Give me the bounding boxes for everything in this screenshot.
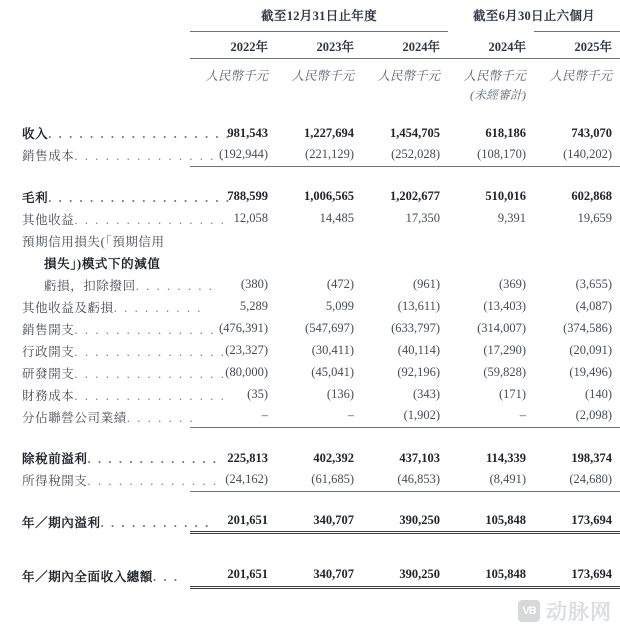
- row-label-admin-expenses: [0, 340, 226, 362]
- header-unit-row: [0, 59, 620, 85]
- header-unit-2024: 人民幣千元: [377, 69, 441, 83]
- cell-ogl-2022: 5,289: [239, 299, 268, 313]
- leader-dots: . . . . . . .: [126, 410, 195, 425]
- cell-ogl-2025h: (4,087): [575, 299, 613, 313]
- cell-tci-2025h: 173,694: [534, 565, 620, 587]
- row-label-profit-before-tax-text: 除稅前溢利: [22, 452, 88, 466]
- cell-pbt-2023: 402,392: [313, 450, 354, 465]
- header-group-annual: 截至12月31日止年度: [261, 9, 377, 23]
- row-label-other-gains-losses-text: 其他收益及虧損: [22, 300, 114, 315]
- row-label-selling-expenses-text: 銷售開支: [22, 322, 75, 337]
- header-corner: [0, 0, 190, 27]
- cell-profit-2025h: 173,694: [534, 511, 620, 533]
- cell-tax-2024: (46,853): [362, 469, 448, 491]
- cell-finance-2025h: (140): [584, 387, 613, 401]
- cell-pbt-2024h: 114,339: [486, 450, 527, 465]
- table-row: [0, 186, 620, 208]
- table-row: [0, 208, 620, 230]
- table-row: [0, 122, 620, 144]
- table-row: [0, 340, 620, 362]
- row-label-total-comprehensive-income-text: 年／期內全面收入總額: [22, 570, 154, 584]
- cell-other-income-2022: 12,058: [233, 211, 268, 225]
- table-row: [0, 144, 620, 166]
- header-unit-2024-interim: 人民幣千元: [463, 69, 527, 83]
- header-unaudited-blank-3: [362, 84, 448, 103]
- table-row: [0, 406, 620, 428]
- leader-dots: . . . . . . . . . . . . . . .: [74, 366, 226, 381]
- header-unaudited-blank-4: [534, 84, 620, 103]
- cell-ecl-2023: (472): [326, 277, 354, 291]
- header-year-spacer: [0, 32, 190, 59]
- row-label-income-tax-text: 所得稅開支: [22, 474, 88, 488]
- leader-dots: . . . . . . . . . . . . . . . . . .: [48, 127, 232, 141]
- cell-revenue-2023: 1,227,694: [304, 125, 354, 140]
- cell-blank: [190, 230, 276, 252]
- cell-ecl-2022: (380): [240, 277, 268, 291]
- spacer-before-pbt: [0, 428, 620, 441]
- cell-assoc-2024: (1,902): [362, 406, 448, 428]
- cell-ogl-2024: (13,611): [397, 299, 441, 313]
- header-unit-2022: 人民幣千元: [205, 69, 268, 83]
- watermark-text: 动脉网: [546, 601, 612, 624]
- cell-tci-2024h: 105,848: [448, 565, 534, 587]
- spacer-before-tci-3: [0, 558, 620, 565]
- header-unit-2025-interim: 人民幣千元: [549, 69, 613, 83]
- row-label-other-income: [0, 208, 226, 230]
- cell-selling-2023: (547,697): [305, 321, 354, 335]
- row-label-finance-costs-text: 財務成本: [22, 388, 75, 403]
- table-row: [0, 511, 620, 533]
- header-unaudited-note: (未經審計): [470, 88, 527, 102]
- table-row: [0, 274, 620, 296]
- leader-dots: . . . . . . . . . . . . . . . . . .: [48, 190, 232, 205]
- cell-revenue-2025h: 743,070: [571, 125, 613, 140]
- cell-rd-2025h: (19,496): [569, 365, 613, 379]
- cell-blank: [362, 252, 448, 274]
- row-label-ecl-impairment: [0, 274, 215, 296]
- row-label-profit-before-tax: [0, 447, 219, 469]
- cell-finance-2023: (136): [326, 387, 354, 401]
- row-label-profit-for-period: [0, 511, 211, 533]
- row-label-gross-profit: [0, 186, 232, 208]
- cell-rd-2022: (80,000): [225, 365, 268, 379]
- cell-gross-2024: 1,202,677: [390, 189, 441, 203]
- leader-dots: . . .: [153, 570, 180, 584]
- row-label-gross-profit-text: 毛利: [22, 190, 49, 205]
- table-row: [0, 296, 620, 318]
- cell-ogl-2024h: (13,403): [483, 299, 527, 313]
- cell-finance-2024h: (171): [498, 387, 527, 401]
- cell-revenue-2024h: 618,186: [485, 125, 527, 140]
- cell-other-income-2023: 14,485: [319, 211, 354, 225]
- spacer-after-cost: [0, 166, 620, 179]
- row-label-other-income-text: 其他收益: [22, 212, 75, 227]
- table-row: [0, 469, 620, 491]
- spacer-before-profit-2: [0, 504, 620, 511]
- cell-assoc-2025h: (2,098): [534, 406, 620, 428]
- row-label-revenue: [0, 122, 232, 144]
- watermark-logo-icon: VB: [518, 600, 540, 622]
- leader-dots: . . . . . . . .: [135, 278, 215, 293]
- row-label-rd-expenses-text: 研發開支: [22, 366, 75, 381]
- spacer-before-tci-2: [0, 546, 620, 558]
- row-label-finance-costs: [0, 384, 226, 406]
- spacer-before-profit: [0, 491, 620, 504]
- cell-cost-2023: (221,129): [276, 144, 362, 166]
- cell-profit-2024: 390,250: [362, 511, 448, 533]
- cell-ogl-2023: 5,099: [325, 299, 354, 313]
- table-row: [0, 565, 620, 587]
- table-row: [0, 230, 620, 252]
- cell-gross-2022: 788,599: [227, 189, 268, 203]
- row-label-selling-expenses: [0, 318, 226, 340]
- table-row: [0, 384, 620, 406]
- cell-blank: [276, 230, 362, 252]
- cell-profit-2022: 201,651: [190, 511, 276, 533]
- cell-rd-2024: (92,196): [397, 365, 441, 379]
- header-group-interim: 截至6月30日止六個月: [473, 9, 596, 23]
- leader-dots: . . . . . . . . . . . . . . .: [74, 322, 226, 337]
- cell-pbt-2025h: 198,374: [571, 450, 613, 465]
- header-year-row: [0, 32, 620, 59]
- cell-admin-2024: (40,114): [397, 343, 441, 357]
- cell-selling-2025h: (374,586): [563, 321, 613, 335]
- header-year-2025-interim: 2025年: [534, 32, 620, 59]
- header-year-2024-interim: 2024年: [448, 32, 534, 59]
- header-unaudited-blank-1: [190, 84, 276, 103]
- cell-pbt-2022: 225,813: [227, 450, 268, 465]
- header-year-2023: 2023年: [276, 32, 362, 59]
- row-label-ecl-line1: 預期信用損失(「預期信用: [22, 234, 165, 249]
- cell-ecl-2024h: (369): [498, 277, 527, 291]
- header-unaudited-spacer: [0, 84, 190, 103]
- leader-dots: . . . . . . . . . . . . .: [87, 452, 219, 466]
- table-row: [0, 447, 620, 469]
- cell-cost-2025h: (140,202): [534, 144, 620, 166]
- cell-other-income-2024: 17,350: [405, 211, 441, 225]
- cell-revenue-2024: 1,454,705: [390, 125, 441, 140]
- cell-tax-2022: (24,162): [190, 469, 276, 491]
- cell-finance-2024: (343): [412, 387, 441, 401]
- cell-profit-2024h: 105,848: [448, 511, 534, 533]
- leader-dots: . . . . . . . . . . .: [100, 515, 211, 530]
- row-label-profit-for-period-text: 年／期內溢利: [22, 515, 101, 530]
- cell-gross-2025h: 602,868: [571, 189, 613, 203]
- cell-other-income-2025h: 19,659: [577, 211, 613, 225]
- header-year-2022: 2022年: [190, 32, 276, 59]
- header-unaudited-row: [0, 84, 620, 103]
- leader-dots: . . . . . . . . . . . . . . .: [74, 388, 226, 403]
- cell-tci-2023: 340,707: [276, 565, 362, 587]
- cell-finance-2022: (35): [247, 387, 268, 401]
- cell-cost-2024h: (108,170): [448, 144, 534, 166]
- leader-dots: . . . . . . . . . . . . .: [87, 474, 219, 488]
- row-label-revenue-text: 收入: [22, 127, 49, 141]
- cell-admin-2024h: (17,290): [483, 343, 527, 357]
- cell-gross-2023: 1,006,565: [304, 189, 354, 203]
- cell-gross-2024h: 510,016: [485, 189, 527, 203]
- cell-tci-2022: 201,651: [190, 565, 276, 587]
- header-unaudited-blank-2: [276, 84, 362, 103]
- watermark: [518, 596, 612, 626]
- leader-dots: . . . . . . . . . . . . . . .: [74, 212, 226, 227]
- cell-blank: [534, 230, 620, 252]
- cell-tax-2024h: (8,491): [448, 469, 534, 491]
- cell-admin-2025h: (20,091): [569, 343, 613, 357]
- row-label-ecl-line2: [0, 252, 190, 274]
- cell-blank: [534, 252, 620, 274]
- cell-revenue-2022: 981,543: [227, 125, 268, 140]
- spacer-before-tci: [0, 533, 620, 547]
- cell-other-income-2024h: 9,391: [497, 211, 527, 225]
- cell-blank: [448, 230, 534, 252]
- row-label-ecl-impairment-text: 虧損，扣除撥回: [44, 278, 136, 293]
- cell-blank: [276, 252, 362, 274]
- table-row: [0, 318, 620, 340]
- row-label-admin-expenses-text: 行政開支: [22, 344, 75, 359]
- cell-rd-2024h: (59,828): [483, 365, 527, 379]
- row-label-total-comprehensive-income: [0, 565, 190, 587]
- leader-dots: . . . . . . . . . . . . . . .: [74, 149, 226, 163]
- cell-tax-2023: (61,685): [276, 469, 362, 491]
- table-row: [0, 362, 620, 384]
- cell-pbt-2024: 437,103: [399, 450, 441, 465]
- cell-cost-2024: (252,028): [362, 144, 448, 166]
- cell-ecl-2025h: (3,655): [575, 277, 613, 291]
- cell-admin-2023: (30,411): [311, 343, 354, 357]
- cell-blank: [190, 252, 276, 274]
- cell-rd-2023: (45,041): [311, 365, 354, 379]
- row-label-share-of-associates: [0, 406, 195, 428]
- cell-profit-2023: 340,707: [276, 511, 362, 533]
- cell-tax-2025h: (24,680): [534, 469, 620, 491]
- row-label-cost-of-sales: [0, 144, 226, 166]
- table-row: [0, 252, 620, 274]
- cell-tci-2024: 390,250: [362, 565, 448, 587]
- spacer-after-cost-2: [0, 179, 620, 186]
- row-label-cost-of-sales-text: 銷售成本: [22, 149, 75, 163]
- spacer-after-header-2: [0, 115, 620, 122]
- leader-dots: . . . . . . . . . . . . . . .: [74, 344, 226, 359]
- cell-assoc-2024h: –: [448, 406, 534, 428]
- cell-selling-2024h: (314,007): [477, 321, 527, 335]
- ecl-emph: 損失」)模式下的減值: [44, 256, 161, 271]
- header-group-row: [0, 0, 620, 27]
- cell-selling-2022: (476,391): [219, 321, 268, 335]
- spacer-before-pbt-2: [0, 440, 620, 447]
- row-label-income-tax: [0, 469, 219, 491]
- cell-admin-2022: (23,327): [225, 343, 268, 357]
- cell-assoc-2023: –: [276, 406, 362, 428]
- leader-dots: . . . . . . . . .: [113, 300, 203, 315]
- cell-assoc-2022: –: [190, 406, 276, 428]
- header-year-2024: 2024年: [362, 32, 448, 59]
- row-label-rd-expenses: [0, 362, 226, 384]
- cell-selling-2024: (633,797): [391, 321, 441, 335]
- cell-cost-2022: (192,944): [190, 144, 276, 166]
- cell-blank: [362, 230, 448, 252]
- spacer-after-header: [0, 103, 620, 115]
- header-unit-2023: 人民幣千元: [291, 69, 354, 83]
- header-unit-spacer: [0, 59, 190, 85]
- row-label-share-of-associates-text: 分佔聯營公司業績: [22, 410, 127, 425]
- row-label-other-gains-losses: [0, 296, 203, 318]
- cell-blank: [448, 252, 534, 274]
- cell-ecl-2024: (961): [412, 277, 441, 291]
